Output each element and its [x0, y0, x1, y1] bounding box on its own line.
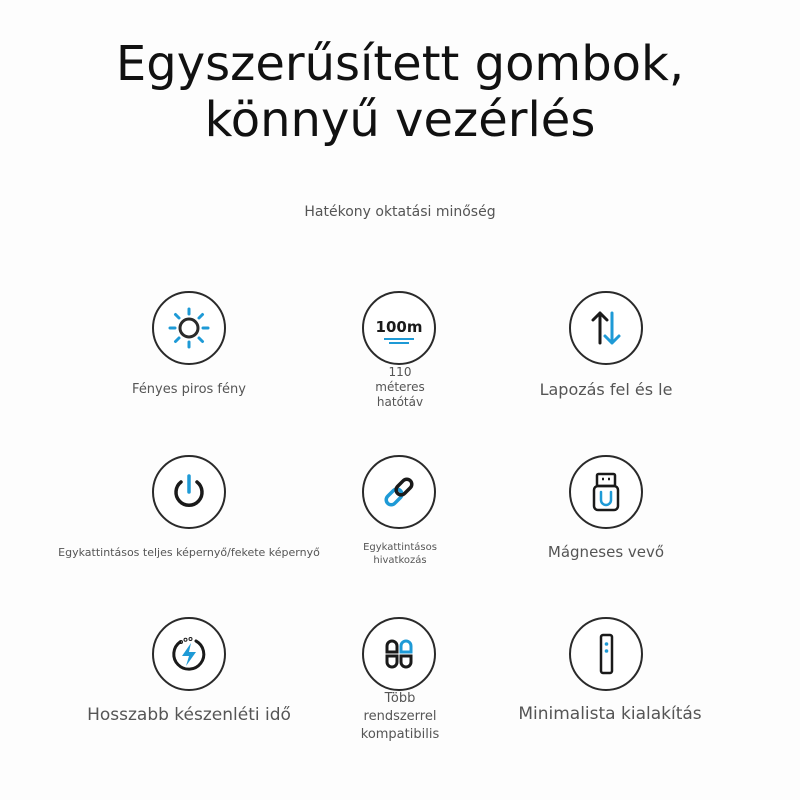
title-line-2: könnyű vezérlés [204, 92, 596, 148]
range-100m-icon [362, 291, 436, 365]
title-line-1: Egyszerűsített gombok, [115, 36, 685, 92]
power-icon [152, 455, 226, 529]
feature-label-minimalist-design: Minimalista kialakítás [518, 704, 702, 724]
page-up-down-icon [569, 291, 643, 365]
usb-receiver-icon [569, 455, 643, 529]
feature-label-fullscreen: Egykattintásos teljes képernyő/fekete képernyő [58, 546, 320, 559]
remote-device-icon [569, 617, 643, 691]
feature-label-bright-light: Fényes piros fény [132, 382, 246, 397]
subtitle: Hatékony oktatási minőség [304, 204, 496, 220]
quick-charge-icon [152, 617, 226, 691]
feature-label-range: 110 méteres hatótáv [375, 365, 425, 409]
sun-icon [152, 291, 226, 365]
multi-system-icon [362, 617, 436, 691]
feature-label-page-navigation: Lapozás fel és le [539, 380, 673, 399]
feature-label-compatibility: Több rendszerrel kompatibilis [360, 691, 440, 742]
feature-label-magnetic-receiver: Mágneses vevő [547, 543, 665, 561]
range-icon-text: 100m [375, 318, 423, 336]
feature-label-link: Egykattintásos hivatkozás [363, 542, 437, 566]
feature-label-standby-time: Hosszabb készenléti idő [87, 705, 291, 725]
page-title [0, 36, 800, 148]
link-icon [362, 455, 436, 529]
